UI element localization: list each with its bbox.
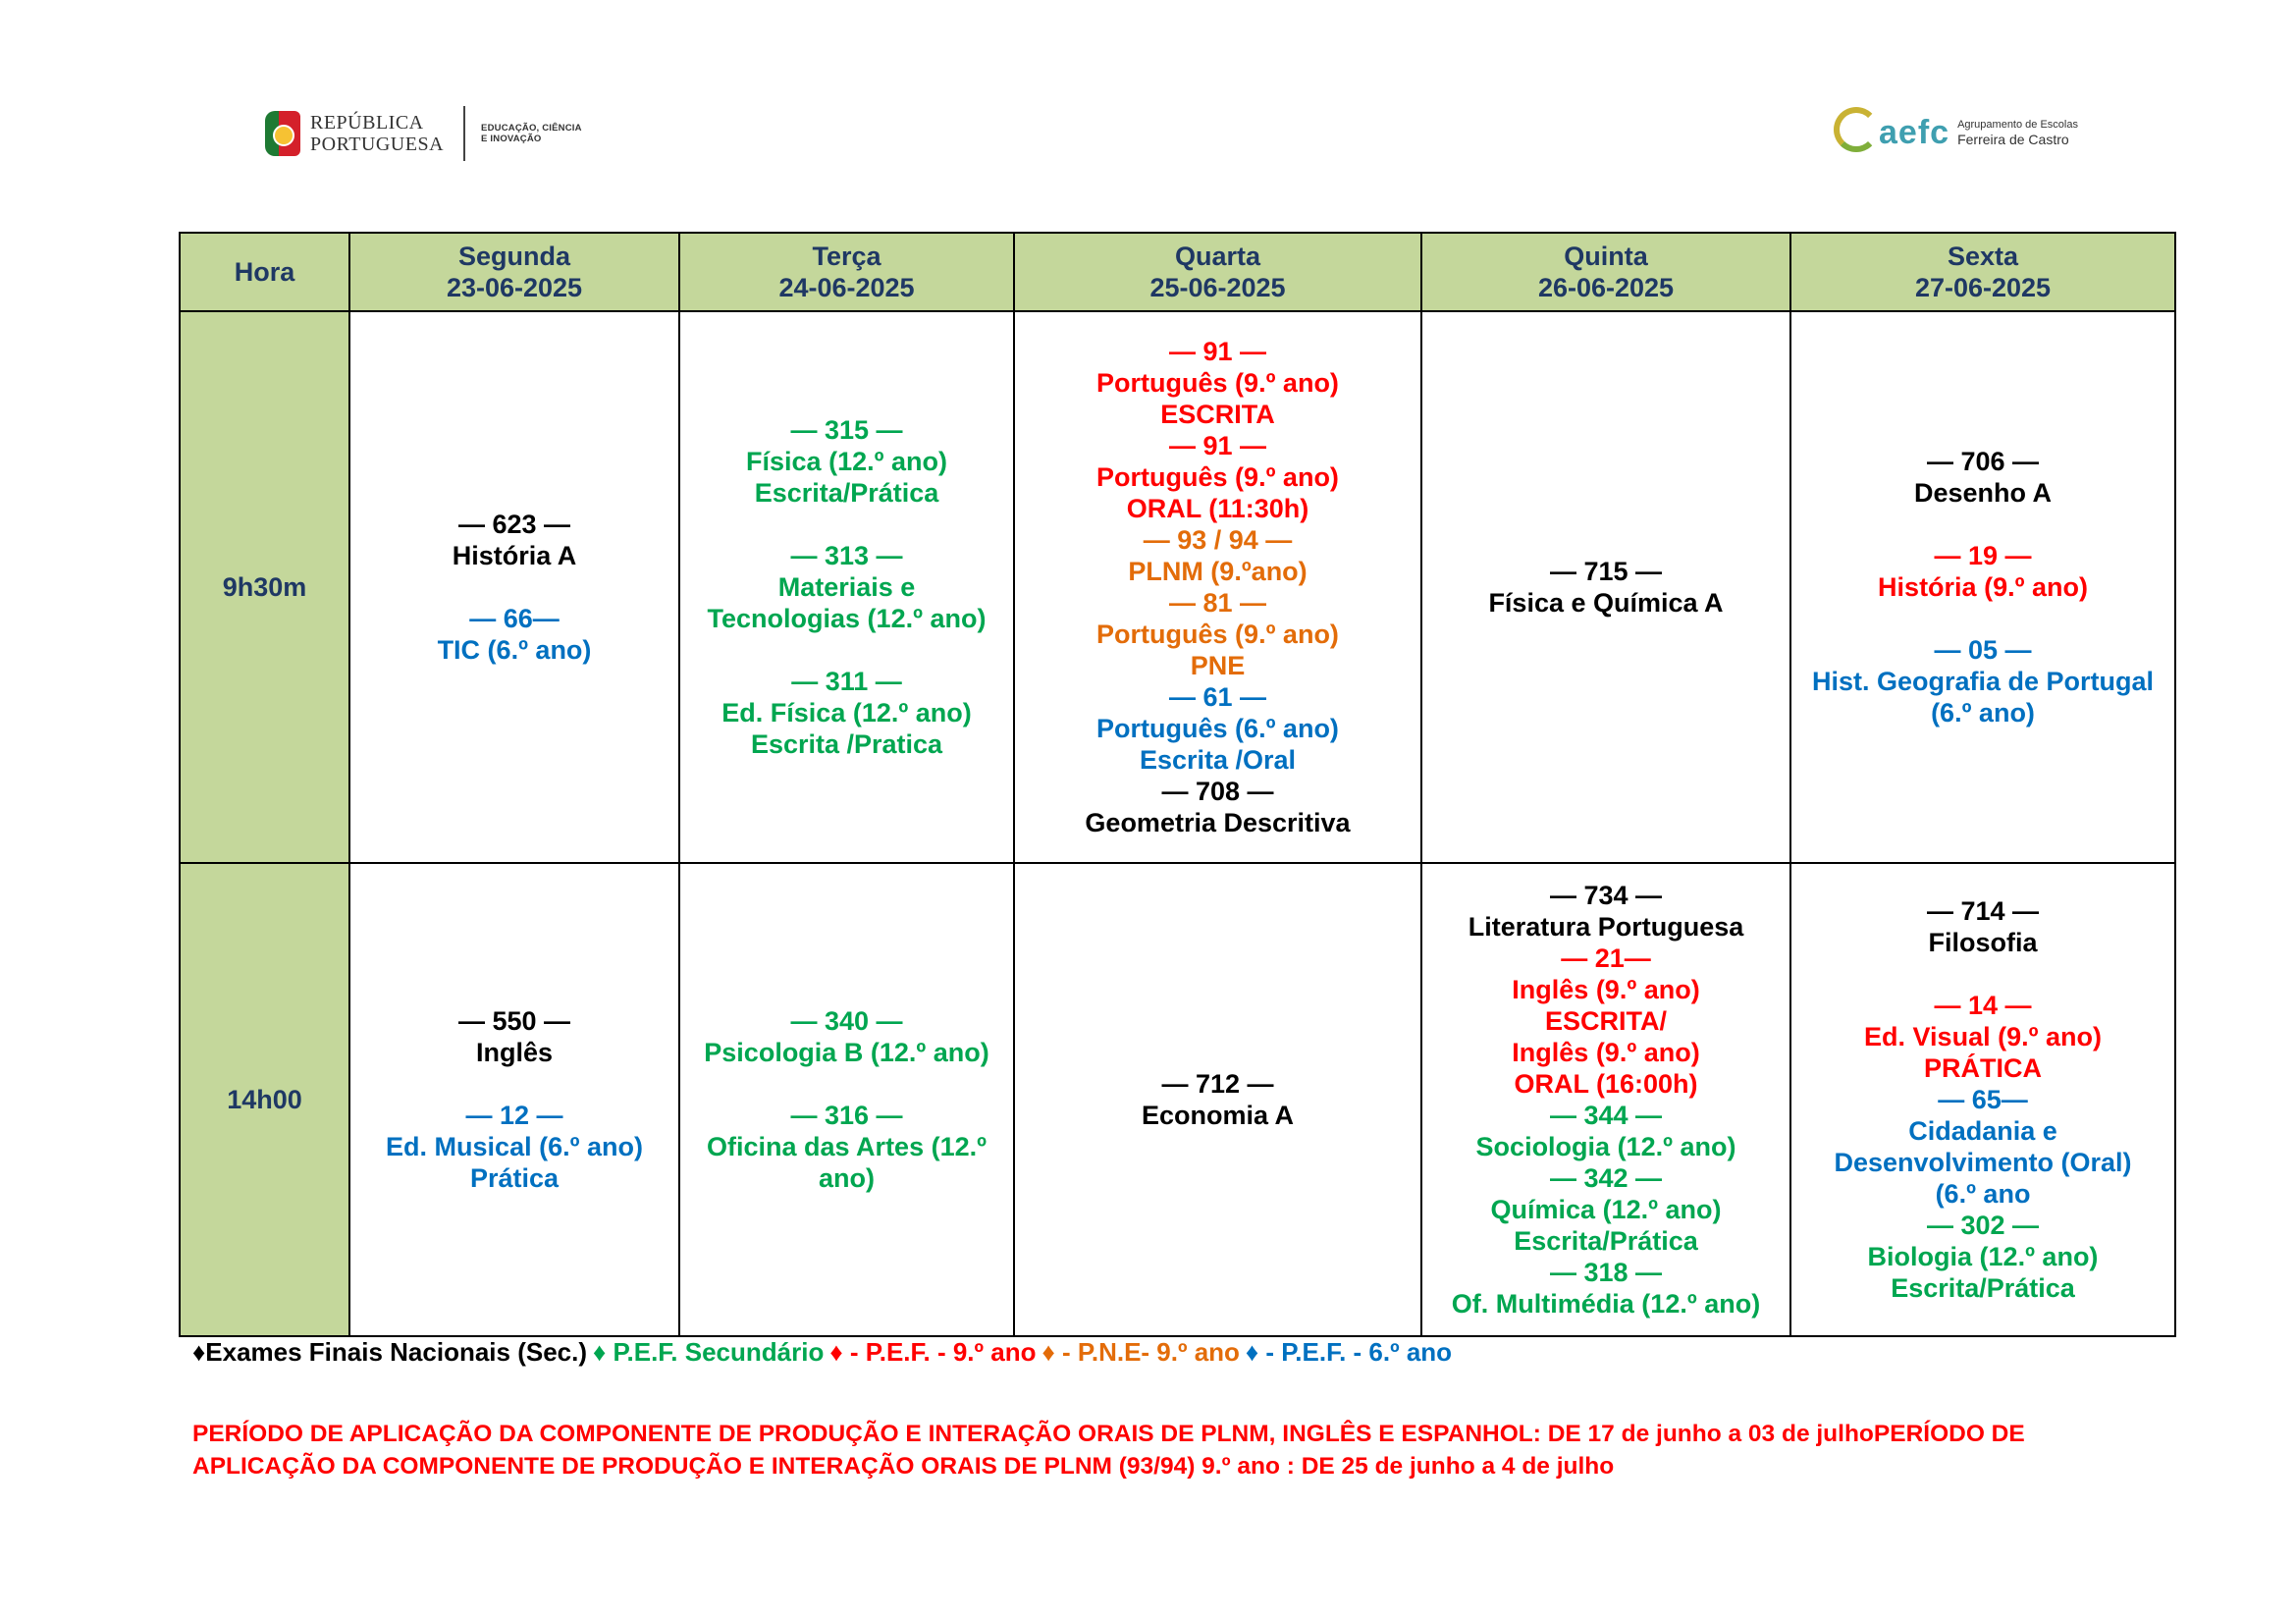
schedule-cell <box>1421 311 1790 863</box>
spacer <box>1791 958 2174 990</box>
exam-line: Ed. Física (12.º ano) <box>721 698 972 727</box>
exam-line: Ed. Visual (9.º ano) <box>1864 1022 2102 1051</box>
spacer <box>350 1068 678 1100</box>
day-date: 25-06-2025 <box>1149 273 1286 302</box>
logo-line-1: REPÚBLICA <box>310 112 424 134</box>
day-header-wednesday <box>1014 233 1421 311</box>
exam-code: — 706 — <box>1926 447 2040 476</box>
exam-line: Física (12.º ano) <box>746 447 947 476</box>
exam-code: — 318 — <box>1549 1258 1663 1287</box>
exam-line: História A <box>452 541 577 570</box>
diamond-icon: ♦ <box>192 1337 206 1367</box>
exam-code: — 302 — <box>1926 1211 2040 1240</box>
exam-line: Desenho A <box>1913 478 2053 508</box>
exam-code: — 340 — <box>790 1006 903 1036</box>
legend-label: Exames Finais Nacionais (Sec.) <box>205 1337 588 1367</box>
exam-code: — 311 — <box>791 667 902 696</box>
day-date: 27-06-2025 <box>1914 273 2052 302</box>
exam-line: (6.º ano) <box>1931 698 2035 727</box>
school-group-label: Agrupamento de Escolas <box>1957 118 2078 131</box>
exam-code: — 91 — <box>1168 337 1267 366</box>
exam-line: PLNM (9.ºano) <box>1128 557 1308 586</box>
exam-code: — 19 — <box>1934 541 2032 570</box>
exam-line: Geometria Descritiva <box>1085 808 1351 837</box>
day-name: Sexta <box>1947 242 2019 271</box>
exam-line: Economia A <box>1141 1101 1295 1130</box>
legend-label: P.E.F. Secundário <box>606 1337 825 1367</box>
exam-line: Português (9.º ano) <box>1096 368 1339 398</box>
exam-line: Desenvolvimento (Oral) <box>1834 1148 2132 1177</box>
exam-line: Oficina das Artes (12.º <box>707 1132 987 1161</box>
exam-code: — 66— <box>469 604 560 633</box>
republica-portuguesa-logo <box>265 104 582 163</box>
day-date: 23-06-2025 <box>446 273 583 302</box>
exam-code: — 550 — <box>457 1006 571 1036</box>
logo-divider <box>463 106 465 161</box>
ministry-line-2: E INOVAÇÃO <box>481 134 542 144</box>
exam-code: — 05 — <box>1934 635 2032 665</box>
legend-item <box>829 1337 1036 1367</box>
day-header-monday <box>349 233 679 311</box>
schedule-cell <box>349 311 679 863</box>
exam-line: Inglês (9.º ano) <box>1512 1038 1700 1067</box>
exam-line: Literatura Portuguesa <box>1468 912 1744 942</box>
hour-cell-morning: 9h30m <box>180 311 349 863</box>
exam-line: História (9.º ano) <box>1878 572 2088 602</box>
exam-code: — 12 — <box>465 1101 563 1130</box>
day-name: Segunda <box>457 242 570 271</box>
exam-code: — 21— <box>1561 943 1651 973</box>
table-row <box>180 863 2175 1336</box>
exam-code: — 734 — <box>1549 881 1663 910</box>
exam-line: Ed. Musical (6.º ano) <box>386 1132 643 1161</box>
diamond-icon: ♦ <box>1041 1337 1055 1367</box>
exam-line: Escrita/Prática <box>1514 1226 1698 1256</box>
exam-line: ORAL (11:30h) <box>1126 494 1309 523</box>
exam-line: Biologia (12.º ano) <box>1867 1242 2099 1271</box>
day-name: Quarta <box>1174 242 1261 271</box>
aefc-logo <box>1834 98 2078 167</box>
schedule-cell <box>1790 863 2175 1336</box>
legend <box>192 1337 1458 1368</box>
schedule-cell <box>1014 863 1421 1336</box>
aefc-wordmark: aefc <box>1879 113 1950 151</box>
exam-code: — 14 — <box>1934 991 2032 1020</box>
exam-line: Escrita/Prática <box>1891 1273 2075 1303</box>
legend-item <box>192 1337 587 1367</box>
exam-code: — 714 — <box>1926 896 2040 926</box>
day-header-thursday <box>1421 233 1790 311</box>
aefc-emblem-icon <box>1834 103 1889 162</box>
spacer <box>1791 603 2174 634</box>
ministry-line-1: EDUCAÇÃO, CIÊNCIA <box>481 123 582 134</box>
schedule-cell <box>679 311 1014 863</box>
oral-period-notice: PERÍODO DE APLICAÇÃO DA COMPONENTE DE PRODUÇÃO E INTERAÇÃO ORAIS DE PLNM, INGLÊS E ESPANHOL: DE 17 de junho a 03 de julhoPERÍODO DE APLICAÇÃO DA COMPONENTE DE PRODUÇÃO E INTERAÇÃO ORAIS DE PLNM (93/94) 9.º ano : DE 25 de junho a 4 de julho <box>192 1421 2025 1480</box>
exam-code: — 313 — <box>790 541 903 570</box>
exam-code: — 344 — <box>1549 1101 1663 1130</box>
exam-line: Filosofia <box>1928 928 2038 957</box>
schedule-cell <box>679 863 1014 1336</box>
portugal-emblem-icon <box>265 107 300 160</box>
hour-column-header: Hora <box>180 233 349 311</box>
exam-code: — 65— <box>1938 1085 2028 1114</box>
exam-line: Química (12.º ano) <box>1490 1195 1722 1224</box>
exam-code: — 93 / 94 — <box>1143 525 1293 555</box>
spacer <box>680 1068 1013 1100</box>
exam-line: PRÁTICA <box>1924 1053 2042 1083</box>
exam-line: Hist. Geografia de Portugal <box>1811 667 2155 696</box>
legend-label: - P.N.E- 9.º ano <box>1054 1337 1240 1367</box>
day-date: 24-06-2025 <box>778 273 915 302</box>
exam-line: Escrita /Oral <box>1139 745 1297 775</box>
schedule-cell <box>1014 311 1421 863</box>
exam-line: Sociologia (12.º ano) <box>1475 1132 1736 1161</box>
exam-line: ano) <box>819 1163 875 1193</box>
exam-line: Escrita/Prática <box>754 478 939 508</box>
exam-line: Português (6.º ano) <box>1096 714 1339 743</box>
exam-line: Tecnologias (12.º ano) <box>707 604 987 633</box>
schedule-cell <box>1421 863 1790 1336</box>
exam-line: Escrita /Pratica <box>750 729 943 759</box>
exam-line: Prática <box>469 1163 560 1193</box>
exam-line: ESCRITA/ <box>1544 1006 1667 1036</box>
exam-code: — 708 — <box>1161 777 1274 806</box>
exam-line: Psicologia B (12.º ano) <box>704 1038 989 1067</box>
exam-line: TIC (6.º ano) <box>437 635 592 665</box>
exam-line: Português (9.º ano) <box>1096 462 1339 492</box>
legend-item <box>593 1337 824 1367</box>
school-name-label: Ferreira de Castro <box>1957 131 2069 147</box>
diamond-icon: ♦ <box>593 1337 607 1367</box>
exam-line: Física e Química A <box>1488 588 1724 618</box>
spacer <box>680 634 1013 666</box>
day-name: Terça <box>812 242 881 271</box>
exam-line: Inglês <box>475 1038 554 1067</box>
exam-line: (6.º ano <box>1935 1179 2031 1209</box>
legend-label: - P.E.F. - 9.º ano <box>842 1337 1037 1367</box>
legend-label: - P.E.F. - 6.º ano <box>1258 1337 1453 1367</box>
exam-line: ESCRITA <box>1160 400 1275 429</box>
exam-line: ORAL (16:00h) <box>1514 1069 1698 1099</box>
exam-line: Materiais e <box>777 572 916 602</box>
hour-cell-afternoon: 14h00 <box>180 863 349 1336</box>
exam-line: Português (9.º ano) <box>1096 619 1339 649</box>
legend-item <box>1246 1337 1452 1367</box>
exam-code: — 712 — <box>1161 1069 1274 1099</box>
exam-line: PNE <box>1190 651 1246 680</box>
exam-schedule-table <box>179 232 2176 1337</box>
schedule-cell <box>349 863 679 1336</box>
exam-line: Cidadania e <box>1908 1116 2057 1146</box>
day-name: Quinta <box>1564 242 1648 271</box>
spacer <box>680 509 1013 540</box>
spacer <box>350 571 678 603</box>
exam-code: — 623 — <box>457 510 571 539</box>
exam-code: — 715 — <box>1549 557 1663 586</box>
day-date: 26-06-2025 <box>1537 273 1675 302</box>
diamond-icon: ♦ <box>1245 1337 1259 1367</box>
day-header-friday <box>1790 233 2175 311</box>
exam-code: — 61 — <box>1168 682 1267 712</box>
legend-item <box>1041 1337 1239 1367</box>
header-row <box>180 233 2175 311</box>
exam-line: Inglês (9.º ano) <box>1512 975 1700 1004</box>
exam-code: — 81 — <box>1168 588 1267 618</box>
day-header-tuesday <box>679 233 1014 311</box>
exam-code: — 316 — <box>790 1101 903 1130</box>
spacer <box>1791 509 2174 540</box>
diamond-icon: ♦ <box>829 1337 843 1367</box>
exam-code: — 91 — <box>1168 431 1267 460</box>
exam-code: — 315 — <box>790 415 903 445</box>
table-row <box>180 311 2175 863</box>
schedule-cell <box>1790 311 2175 863</box>
logo-line-2: PORTUGUESA <box>310 134 445 155</box>
exam-code: — 342 — <box>1549 1163 1663 1193</box>
exam-line: Of. Multimédia (12.º ano) <box>1451 1289 1761 1319</box>
